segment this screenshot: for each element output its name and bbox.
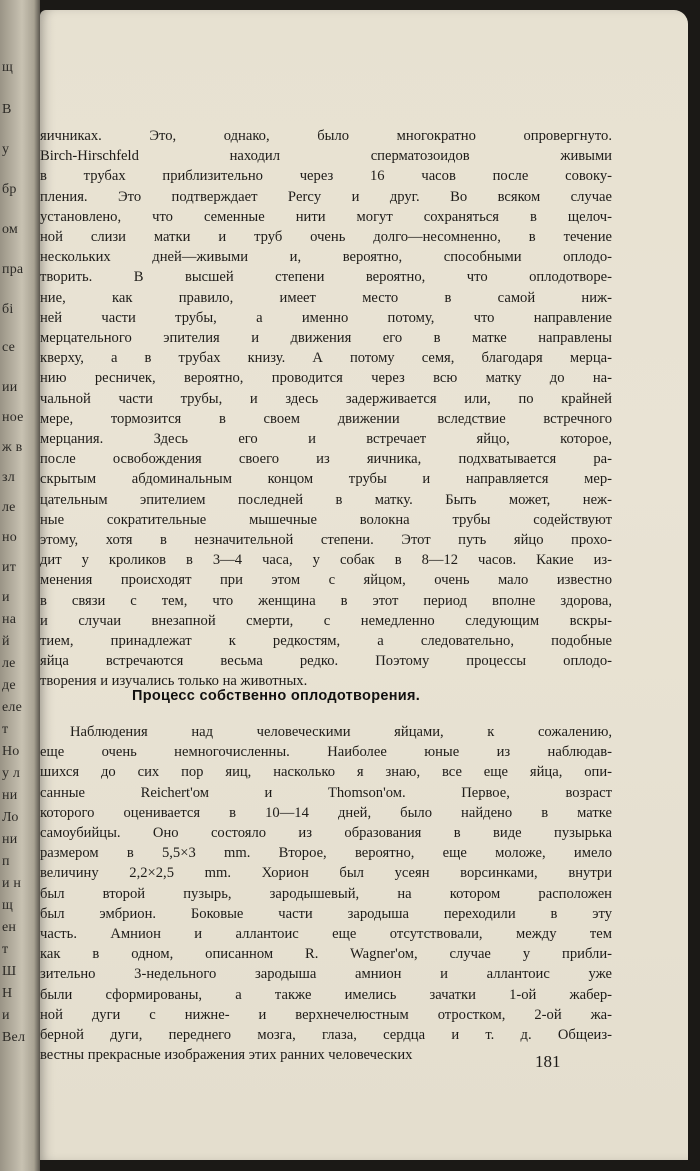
text-line: санные Reichert'ом и Thomson'ом. Первое, возраст bbox=[40, 784, 612, 801]
facing-page-fragment: ии bbox=[2, 380, 18, 395]
text-line: часть. Амнион и аллантоис еще отсутствовали, между тем bbox=[40, 926, 612, 943]
text-line: как в одном, описанном R. Wagner'ом, случае у прибли- bbox=[40, 946, 612, 963]
text-line: ной слизи матки и труб очень долго—несомненно, в течение bbox=[40, 229, 612, 246]
text-line: нию ресничек, вероятно, проводится через всю матку до на- bbox=[40, 370, 612, 387]
text-line: этому, хотя в незначительной степени. Этот путь яйцо прохо- bbox=[40, 532, 612, 549]
text-line: скрытым абдоминальным концом трубы и направляется мер- bbox=[40, 471, 612, 488]
text-line: в трубах приблизительно через 16 часов после совоку- bbox=[40, 168, 612, 185]
text-line: были сформированы, а также имелись зачатки 1-ой жабер- bbox=[40, 986, 612, 1003]
facing-page-fragment: щ bbox=[2, 60, 13, 75]
facing-page-edge bbox=[0, 0, 40, 1171]
page-number: 181 bbox=[535, 1052, 561, 1071]
text-line: был второй пузырь, зародышевый, на котором расположен bbox=[40, 885, 612, 902]
facing-page-fragment: Н bbox=[2, 986, 13, 1001]
text-line: был эмбрион. Боковые части зародыша переходили в эту bbox=[40, 905, 612, 922]
facing-page-fragment: ом bbox=[2, 222, 18, 237]
text-line: установлено, что семенные нити могут сохраняться в щелоч- bbox=[40, 208, 612, 225]
facing-page-fragment: бі bbox=[2, 302, 14, 317]
facing-page-fragment: В bbox=[2, 102, 12, 117]
text-line: берной дуги, переднего мозга, глаза, сердца и т. д. Общеиз- bbox=[40, 1027, 612, 1044]
facing-page-fragment: и bbox=[2, 590, 10, 605]
text-line: тием, принадлежат к редкостям, а следовательно, подобные bbox=[40, 633, 612, 650]
text-line: после освобождения своего из яичника, подхватывается ра- bbox=[40, 451, 612, 468]
facing-page-fragment: Ло bbox=[2, 810, 19, 825]
facing-page-fragment: зл bbox=[2, 470, 15, 485]
text-line: Наблюдения над человеческими яйцами, к сожалению, bbox=[70, 724, 612, 740]
facing-page-fragment: но bbox=[2, 530, 17, 545]
facing-page-fragment: на bbox=[2, 612, 17, 627]
facing-page-fragment: еле bbox=[2, 700, 23, 715]
text-line: и случаи внезапной смерти, с немедленно следующим вскры- bbox=[40, 612, 612, 629]
text-line: в связи с тем, что женщина в этот период вполне здорова, bbox=[40, 592, 612, 609]
facing-page-fragment: пра bbox=[2, 262, 24, 277]
facing-page-fragment: ле bbox=[2, 500, 16, 515]
text-line: самоубийцы. Оно состояло из образования в виде пузырька bbox=[40, 825, 612, 842]
text-line: еще очень немногочисленны. Наиболее юные из наблюдав- bbox=[40, 744, 612, 761]
facing-page-fragment: ни bbox=[2, 788, 18, 803]
text-line: творения и изучались только на животных. bbox=[40, 673, 308, 690]
facing-page-fragment: ное bbox=[2, 410, 24, 425]
facing-page-fragment: у л bbox=[2, 766, 21, 781]
facing-page-fragment: т bbox=[2, 722, 9, 737]
section-heading: Процесс собственно оплодотворения. bbox=[132, 688, 421, 704]
text-line: ные сократительные мышечные волокна трубы содействуют bbox=[40, 511, 612, 528]
text-line: менения происходят при этом с яйцом, очень мало известно bbox=[40, 572, 612, 589]
facing-page-fragment: де bbox=[2, 678, 16, 693]
facing-page-fragment: Но bbox=[2, 744, 20, 759]
body-paragraph-2 bbox=[40, 722, 612, 1065]
text-line: размером в 5,5×3 mm. Второе, вероятно, еще моложе, имело bbox=[40, 845, 612, 862]
facing-page-fragment: ен bbox=[2, 920, 17, 935]
text-line: цательным эпителием последней в матку. Быть может, неж- bbox=[40, 491, 612, 508]
text-line: зительно 3-недельного зародыша амнион и аллантоис уже bbox=[40, 966, 612, 983]
facing-page-fragment: у bbox=[2, 142, 10, 157]
text-line: величину 2,2×2,5 mm. Хорион был усеян ворсинками, внутри bbox=[40, 865, 612, 882]
facing-page-fragment: Ш bbox=[2, 964, 17, 979]
text-line: пления. Это подтверждает Percy и друг. Во всяком случае bbox=[40, 188, 612, 205]
text-line: яичниках. Это, однако, было многократно опровергнуто. bbox=[40, 128, 612, 144]
text-line: кверху, а в трубах книзу. А потому семя, благодаря мерца- bbox=[40, 350, 612, 367]
facing-page-fragment: и bbox=[2, 1008, 10, 1023]
text-line: которого оценивается в 10—14 дней, было найдено в матке bbox=[40, 804, 612, 821]
text-line: дит у кроликов в 3—4 часа, у собак в 8—12 часов. Какие из- bbox=[40, 552, 612, 569]
text-line: яйца встречаются весьма редко. Поэтому процессы оплодо- bbox=[40, 653, 612, 670]
text-line: мерцательного эпителия и движения его в матке направлены bbox=[40, 330, 612, 347]
facing-page-fragment: т bbox=[2, 942, 9, 957]
text-line: мерцания. Здесь его и встречает яйцо, которое, bbox=[40, 431, 612, 448]
facing-page-fragment: Вел bbox=[2, 1030, 26, 1045]
text-line: ние, как правило, имеет место в самой ниж- bbox=[40, 289, 612, 306]
text-line: ной дуги с нижне- и верхнечелюстным отростком, 2-ой жа- bbox=[40, 1006, 612, 1023]
text-line: ней части трубы, а именно потому, что направление bbox=[40, 309, 612, 326]
facing-page-fragment: ле bbox=[2, 656, 16, 671]
text-line: чальной части трубы, и здесь задерживается или, по крайней bbox=[40, 390, 612, 407]
text-line: Birch-Hirschfeld находил сперматозоидов живыми bbox=[40, 148, 612, 165]
text-line: мере, тормозится в своем движении вследствие встречного bbox=[40, 410, 612, 427]
text-line: нескольких дней—живыми и, вероятно, способными оплодо- bbox=[40, 249, 612, 266]
facing-page-fragment: й bbox=[2, 634, 10, 649]
facing-page-fragment: ни bbox=[2, 832, 18, 847]
body-paragraph-1 bbox=[40, 126, 612, 692]
facing-page-fragment: бр bbox=[2, 182, 17, 197]
facing-page-fragment: щ bbox=[2, 898, 13, 913]
facing-page-fragment: п bbox=[2, 854, 10, 869]
text-line: вестны прекрасные изображения этих ранних человеческих bbox=[40, 1047, 413, 1064]
facing-page-fragment: се bbox=[2, 340, 15, 355]
book-page bbox=[40, 10, 688, 1160]
facing-page-fragment: ит bbox=[2, 560, 17, 575]
facing-page-fragment: и н bbox=[2, 876, 22, 891]
text-line: творить. В высшей степени вероятно, что оплодотворе- bbox=[40, 269, 612, 286]
text-line: шихся до сих пор яиц, насколько я знаю, все еще яйца, опи- bbox=[40, 764, 612, 781]
facing-page-fragment: ж в bbox=[2, 440, 23, 455]
